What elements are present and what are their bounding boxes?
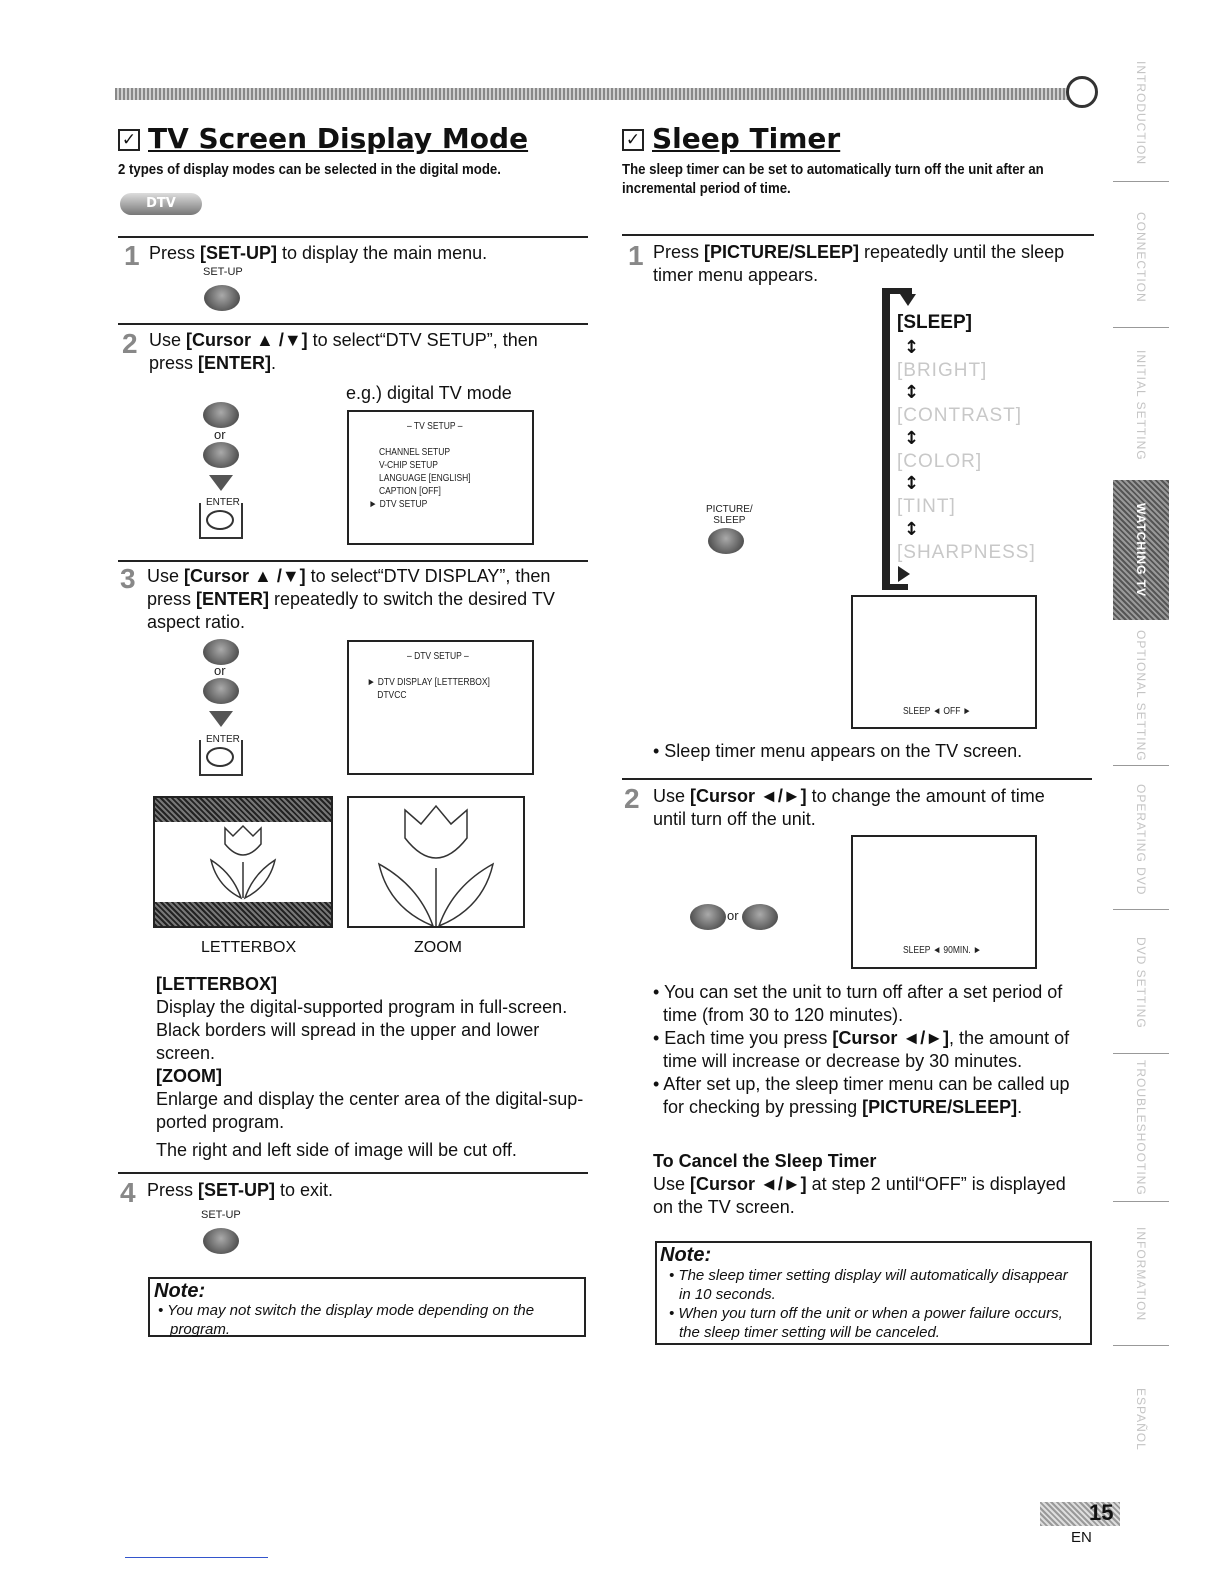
note-box-right: Note: • The sleep timer setting display will automatically disappear in 10 seconds. • When you turn off the unit or when a power failure occurs, the sleep timer setting will be canceled. [655,1241,1092,1345]
divider [622,234,1094,236]
zoom-illustration [347,796,525,928]
zoom-heading: [ZOOM] [156,1066,222,1086]
divider [118,236,588,238]
cursor-down-icon [203,678,239,704]
section-subtitle: The sleep timer can be set to automatically turn off the unit after an incremental period of time. [622,161,1044,197]
sleep-screen-off: SLEEP ◄ OFF ► [851,595,1037,729]
display-mode-descriptions: [LETTERBOX] Display the digital-supported program in full-screen. Black borders will spread in the upper and lower screen. [ZOOM] Enlarge and display the center area of the digital-sup- ported program. The right and left side of image will be cut off. [156,974,584,1160]
sleep-screen-90min: SLEEP ◄ 90MIN. ► [851,835,1037,969]
tab-watching-tv[interactable]: WATCHING TV [1113,480,1169,620]
or-label: or [214,663,226,678]
cycle-item-sleep: [SLEEP] [897,312,972,333]
enter-button-icon [206,747,234,767]
updown-arrow-icon: ↕ [904,473,920,494]
divider [118,323,588,325]
divider [118,560,588,562]
arrow-down-icon [209,475,233,491]
tulip-icon [349,798,523,926]
step-number: 2 [624,783,640,814]
osd-item: CAPTION [OFF] [379,486,441,497]
updown-arrow-icon: ↕ [904,428,920,449]
picture-sleep-label: PICTURE/ SLEEP [706,504,753,526]
section-title-sleep-timer: ✓ Sleep Timer [622,122,840,155]
updown-arrow-icon: ↕ [904,382,920,403]
header-bar [115,88,1075,100]
osd-item: ► DTV SETUP [368,499,428,510]
or-label: or [214,427,226,442]
step-number: 4 [120,1177,136,1208]
dtv-badge: DTV [120,193,202,215]
osd-title: – DTV SETUP – [407,651,469,662]
step4-text: Press [SET-UP] to exit. [147,1180,334,1200]
section-subtitle: 2 types of display modes can be selected in the digital mode. [118,161,501,178]
osd-item: DTVCC [377,690,407,701]
tab-initial-setting[interactable]: INITIAL SETTING [1134,349,1148,461]
note-box-left: Note: • You may not switch the display mode depending on the program. [148,1277,586,1337]
osd-item: V-CHIP SETUP [379,460,438,471]
cursor-up-icon [203,402,239,428]
tab-operating-dvd[interactable]: OPERATING DVD [1134,783,1148,896]
setup-button-icon [203,1228,239,1254]
checkbox-icon: ✓ [118,129,140,151]
or-label: or [727,908,739,923]
setup-button-label: SET-UP [203,266,243,278]
tab-introduction[interactable]: INTRODUCTION [1134,60,1148,165]
cycle-bracket [882,288,890,590]
cycle-item-color: [COLOR] [897,451,983,472]
tab-optional-setting[interactable]: OPTIONAL SETTING [1134,629,1148,762]
cycle-item-contrast: [CONTRAST] [897,405,1023,426]
tab-dvd-setting[interactable]: DVD SETTING [1134,936,1148,1029]
osd-item: LANGUAGE [ENGLISH] [379,473,471,484]
enter-button-icon [206,510,234,530]
picture-sleep-button-icon [708,528,744,554]
dtv-setup-screen [347,640,534,775]
cycle-return-arrow-icon [898,566,910,582]
updown-arrow-icon: ↕ [904,519,920,540]
cursor-left-icon [690,904,726,930]
osd-title: – TV SETUP – [407,421,463,432]
setup-button-icon [204,285,240,311]
step-number: 1 [628,240,644,271]
enter-button-label: ENTER [206,497,240,508]
osd-item: ► DTV DISPLAY [LETTERBOX] [367,677,490,688]
cancel-heading: To Cancel the Sleep Timer [653,1151,877,1171]
page-number: 15 [1089,1500,1114,1525]
sleep-step2-text: Use [Cursor ◄/►] to change the amount of time until turn off the unit. [653,786,1045,829]
checkbox-icon: ✓ [622,129,644,151]
enter-button-label: ENTER [206,734,240,745]
section-title-display-mode: ✓ TV Screen Display Mode [118,122,528,155]
tab-connection[interactable]: CONNECTION [1134,212,1148,303]
cycle-item-bright: [BRIGHT] [897,360,988,381]
divider [622,778,1092,780]
cycle-arrow-icon [900,294,916,306]
letterbox-caption: LETTERBOX [201,939,297,956]
step-number: 1 [124,240,140,271]
tab-troubleshooting[interactable]: TROUBLESHOOTING [1134,1060,1148,1196]
osd-menu-list [367,676,490,702]
cursor-down-icon [203,442,239,468]
sleep-bullet: • Sleep timer menu appears on the TV screen. [653,741,1023,761]
cursor-up-icon [203,639,239,665]
cursor-right-icon [742,904,778,930]
sleep-info-bullets: • You can set the unit to turn off after a set period of time (from 30 to 120 minutes). • Each time you press [Cursor ◄/►], the amount of time will increase or decrease by 30 minutes. • After set up, the sleep timer menu can be called up for checking by pressing [PICTURE/SLEEP]. [653,982,1070,1117]
tab-espanol[interactable]: ESPAÑOL [1134,1388,1148,1451]
tab-information[interactable]: INFORMATION [1134,1227,1148,1322]
footer-line [125,1557,268,1558]
step2-text: Use [Cursor ▲ /▼] to select“DTV SETUP”, then press [ENTER]. [149,330,538,373]
sleep-step1-text: Press [PICTURE/SLEEP] repeatedly until the sleep timer menu appears. [653,242,1065,285]
header-circle [1066,76,1098,108]
page-language: EN [1071,1529,1092,1546]
cycle-item-tint: [TINT] [897,496,956,517]
step3-text: Use [Cursor ▲ /▼] to select“DTV DISPLAY”, then press [ENTER] repeatedly to switch the desired TV aspect ratio. [147,566,555,632]
tulip-icon [155,822,331,902]
step-number: 2 [122,328,138,359]
step1-text: Press [SET-UP] to display the main menu. [149,243,488,263]
zoom-caption: ZOOM [414,939,462,956]
letterbox-illustration [153,796,333,928]
cancel-sleep-section: To Cancel the Sleep Timer Use [Cursor ◄/►] at step 2 until“OFF” is displayed on the TV screen. [653,1151,1066,1217]
letterbox-heading: [LETTERBOX] [156,974,277,994]
setup-button-label: SET-UP [201,1209,241,1221]
step-number: 3 [120,563,136,594]
cycle-bracket-bottom [882,584,908,590]
tv-setup-screen [347,410,534,545]
cycle-item-sharpness: [SHARPNESS] [897,542,1036,563]
updown-arrow-icon: ↕ [904,337,920,358]
arrow-down-icon [209,711,233,727]
example-caption: e.g.) digital TV mode [346,383,512,403]
osd-item: CHANNEL SETUP [379,447,451,458]
divider [118,1172,588,1174]
osd-menu-list [368,446,471,511]
